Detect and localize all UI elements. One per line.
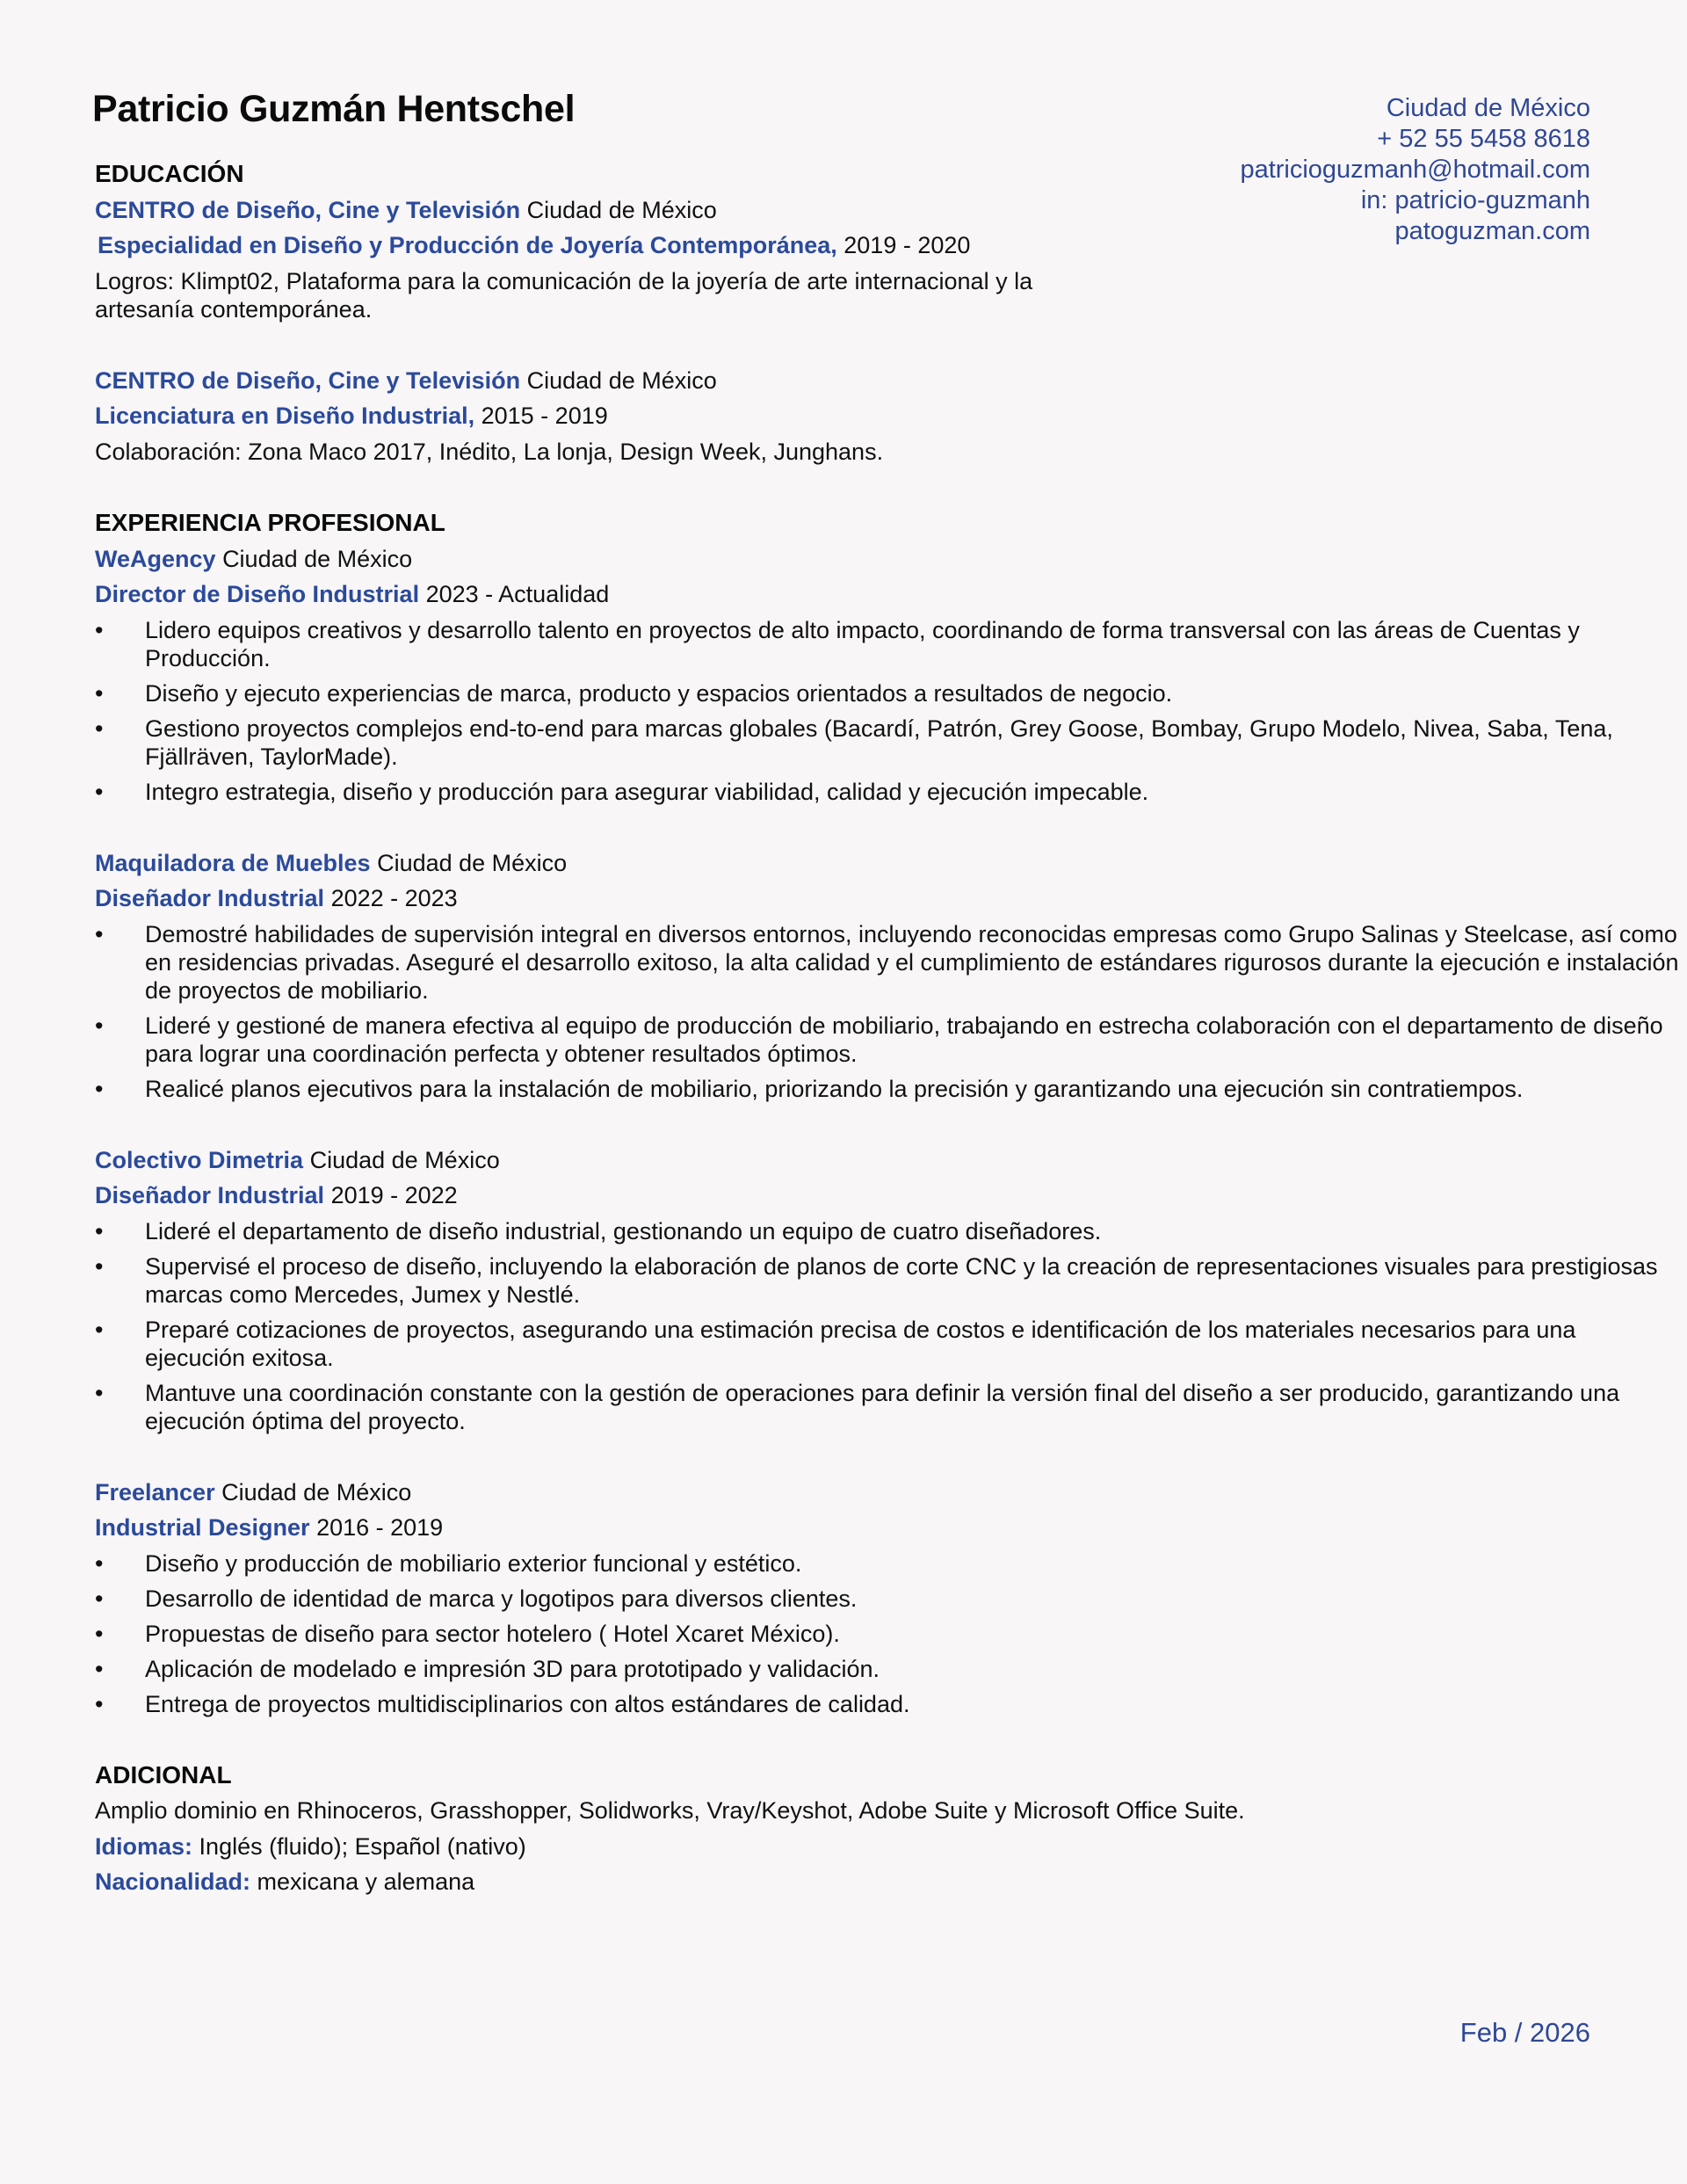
- footer-date: Feb / 2026: [1459, 2017, 1590, 2048]
- list-item: • Aplicación de modelado e impresión 3D para prototipado y validación.: [95, 1655, 880, 1682]
- education-detail: Colaboración: Zona Maco 2017, Inédito, La lonja, Design Week, Junghans.: [95, 438, 884, 465]
- job-role: Diseñador Industrial: [95, 885, 325, 911]
- job-company-line: [95, 541, 1589, 577]
- list-item: • Propuestas de diseño para sector hotelero ( Hotel Xcaret México).: [95, 1620, 840, 1647]
- list-item: • Integro estrategia, diseño y producción para asegurar viabilidad, calidad y ejecución impecable.: [95, 778, 1149, 805]
- education-heading: EDUCACIÓN: [95, 160, 244, 187]
- job-company: Colectivo Dimetria: [95, 1146, 304, 1173]
- skills-line: Amplio dominio en Rhinoceros, Grasshopper, Solidworks, Vray/Keyshot, Adobe Suite y Microsoft Office Suite.: [95, 1797, 1245, 1824]
- institution-name: CENTRO de Diseño, Cine y Televisión: [95, 366, 521, 394]
- job-location: Ciudad de México: [221, 1478, 412, 1506]
- job-role: Industrial Designer: [95, 1514, 310, 1541]
- experience-heading: EXPERIENCIA PROFESIONAL: [95, 509, 445, 536]
- contact-phone[interactable]: + 52 55 5458 8618: [1377, 125, 1590, 153]
- nationality-label: Nacionalidad:: [95, 1868, 251, 1895]
- job-dates: 2023 - Actualidad: [425, 581, 610, 607]
- bullet-icon: •: [95, 1075, 104, 1102]
- bullet-icon: •: [95, 616, 104, 643]
- list-item: • Desarrollo de identidad de marca y logotipos para diversos clientes.: [95, 1585, 858, 1612]
- nationality-line: [95, 1864, 1589, 1900]
- additional-heading: ADICIONAL: [95, 1760, 232, 1789]
- candidate-name: Patricio Guzmán Hentschel: [92, 88, 576, 130]
- nationality-value: mexicana y alemana: [257, 1868, 475, 1895]
- job-bullets: [95, 1214, 1658, 1439]
- job-role-line: [95, 1510, 1589, 1546]
- list-item: • Realicé planos ejecutivos para la instalación de mobiliario, priorizando la precisión y garantizando una ejecución sin contratiempos.: [95, 1075, 1524, 1102]
- job-bullets: [95, 613, 1613, 809]
- bullet-icon: •: [95, 1655, 104, 1682]
- bullet-icon: •: [95, 1252, 104, 1280]
- job-company-line: [95, 1475, 1589, 1511]
- list-item: • Lideré y gestioné de manera efectiva al equipo de producción de mobiliario, trabajando en estrecha colaboración con el departamento de diseño para lograr una coordinación perfecta y obtener resultados óptimos.: [95, 1012, 1663, 1067]
- contact-email[interactable]: patricioguzmanh@hotmail.com: [1240, 156, 1590, 184]
- contact-website[interactable]: patoguzman.com: [1394, 217, 1590, 245]
- list-item: • Supervisé el proceso de diseño, incluyendo la elaboración de planos de corte CNC y la creación de representaciones visuales para prestigiosas marcas como Mercedes, Jumex y Nestlé.: [95, 1252, 1658, 1308]
- list-item: • Preparé cotizaciones de proyectos, asegurando una estimación precisa de costos e identificación de los materiales necesarios para una ejecución exitosa.: [95, 1316, 1576, 1371]
- institution-name: CENTRO de Diseño, Cine y Televisión: [95, 196, 521, 223]
- resume-body: [95, 156, 1679, 1900]
- job-dates: 2022 - 2023: [330, 885, 458, 911]
- job-role-line: [95, 577, 1589, 613]
- job-location: Ciudad de México: [222, 545, 413, 572]
- job-company-line: [95, 1143, 1589, 1179]
- list-item: • Diseño y producción de mobiliario exterior funcional y estético.: [95, 1549, 802, 1577]
- job-bullets: [95, 1546, 1589, 1722]
- list-item: • Gestiono proyectos complejos end-to-end para marcas globales (Bacardí, Patrón, Grey Goose, Bombay, Grupo Modelo, Nivea, Saba, Tena, Fjällräven, TaylorMade).: [95, 715, 1613, 770]
- education-detail: Logros: Klimpt02, Plataforma para la comunicación de la joyería de arte internacional y la artesanía contemporánea.: [95, 267, 1033, 323]
- job-role-line: [95, 881, 1589, 917]
- job-location: Ciudad de México: [377, 849, 568, 876]
- bullet-icon: •: [95, 1316, 104, 1343]
- list-item: • Lidero equipos creativos y desarrollo talento en proyectos de alto impacto, coordinando de forma transversal con las áreas de Cuentas y Producción.: [95, 616, 1580, 671]
- languages-value: Inglés (fluido); Español (nativo): [199, 1832, 526, 1860]
- list-item: • Entrega de proyectos multidisciplinarios con altos estándares de calidad.: [95, 1690, 910, 1717]
- job-dates: 2016 - 2019: [316, 1514, 444, 1541]
- bullet-icon: •: [95, 1585, 104, 1612]
- job-location: Ciudad de México: [309, 1146, 500, 1173]
- education-institution: [95, 192, 1589, 229]
- bullet-icon: •: [95, 778, 104, 805]
- list-item: • Lideré el departamento de diseño industrial, gestionando un equipo de cuatro diseñadores.: [95, 1217, 1102, 1244]
- degree-name: Especialidad en Diseño y Producción de Joyería Contemporánea,: [98, 232, 837, 258]
- bullet-icon: •: [95, 1012, 104, 1039]
- job-company: WeAgency: [95, 545, 216, 572]
- institution-location: Ciudad de México: [526, 366, 717, 394]
- job-bullets: [95, 917, 1679, 1107]
- degree-dates: 2019 - 2020: [844, 232, 971, 258]
- list-item: • Demostré habilidades de supervisión integral en diversos entornos, incluyendo reconocidas empresas como Grupo Salinas y Steelcase, así como en residencias privadas. Aseguré el desarrollo exitoso, la alta calidad y el cumplimiento de estándares rigurosos durante la ejecución e instalación de proyectos de mobiliario.: [95, 920, 1679, 1004]
- institution-location: Ciudad de México: [526, 196, 717, 223]
- job-dates: 2019 - 2022: [330, 1182, 458, 1208]
- list-item: • Diseño y ejecuto experiencias de marca, producto y espacios orientados a resultados de negocio.: [95, 679, 1173, 707]
- languages-label: Idiomas:: [95, 1832, 193, 1860]
- job-role: Diseñador Industrial: [95, 1182, 325, 1208]
- bullet-icon: •: [95, 679, 104, 707]
- bullet-icon: •: [95, 1217, 104, 1244]
- languages-line: [95, 1829, 1589, 1865]
- degree-name: Licenciatura en Diseño Industrial,: [95, 403, 475, 429]
- bullet-icon: •: [95, 1549, 104, 1577]
- job-company: Maquiladora de Muebles: [95, 849, 371, 876]
- job-role: Director de Diseño Industrial: [95, 581, 420, 607]
- job-company-line: [95, 845, 1589, 882]
- education-degree: [95, 398, 1589, 434]
- bullet-icon: •: [95, 715, 104, 742]
- bullet-icon: •: [95, 1620, 104, 1647]
- list-item: • Mantuve una coordinación constante con la gestión de operaciones para definir la versión final del diseño a ser producido, garantizando una ejecución óptima del proyecto.: [95, 1379, 1620, 1434]
- degree-dates: 2015 - 2019: [481, 403, 608, 429]
- education-degree: [95, 228, 1589, 264]
- bullet-icon: •: [95, 920, 104, 947]
- job-company: Freelancer: [95, 1478, 215, 1506]
- bullet-icon: •: [95, 1690, 104, 1717]
- job-role-line: [95, 1178, 1589, 1214]
- education-institution: [95, 363, 1589, 399]
- bullet-icon: •: [95, 1379, 104, 1406]
- contact-city: Ciudad de México: [1386, 94, 1590, 122]
- contact-linkedin[interactable]: in: patricio-guzmanh: [1360, 186, 1590, 214]
